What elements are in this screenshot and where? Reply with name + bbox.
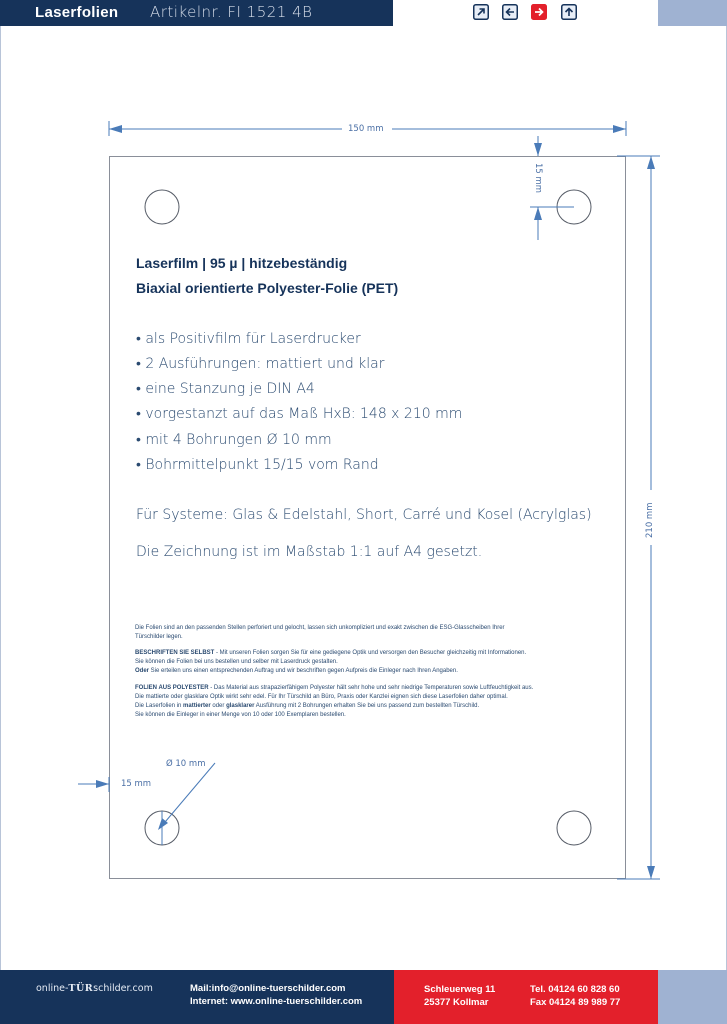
footer-street: Schleuerweg 11 [424,984,496,995]
folien3-e: Ausführung mit 2 Bohrungen erhalten Sie bei uns passend zum bestellten Türschild. [254,703,480,709]
bullet-item: • Bohrmittelpunkt 15/15 vom Rand [136,457,379,473]
brand-prefix: online- [36,983,69,994]
fine-print-intro-1: Die Folien sind an den passenden Stellen perforiert und gelocht, lassen sich unkompliziert und exakt zwischen die ESG-Glasscheiben Ihrer [135,625,505,631]
article-number: Artikelnr. FI 1521 4B [150,3,313,21]
fine-print-folien [135,685,533,691]
bullet-item: • als Positivfilm für Laserdrucker [136,331,361,347]
footer-tel[interactable]: Tel. 04124 60 828 60 [530,984,620,995]
oder-text: Sie erteilen uns einen entsprechenden Auftrag und wir beschriften gegen Aufpreis die Einleger nach Ihren Angaben. [149,668,458,674]
heading-material: Biaxial orientierte Polyester-Folie (PET) [136,280,399,296]
height-label: 210 mm [645,502,655,538]
footer-internet[interactable]: Internet: www.online-tuerschilder.com [190,996,363,1007]
fine-print-folien-2: Die mattierte oder glasklare Optik wirkt sehr edel. Für Ihr Türschild an Büro, Praxis oder Kanzlei eignen sich diese Laserfolien daher optimal. [135,694,508,700]
page-title: Laserfolien [35,4,119,21]
heading-product: Laserfilm | 95 µ | hitzebeständig [136,255,348,271]
folien3-c: oder [210,703,227,709]
bullet-item: • eine Stanzung je DIN A4 [136,381,315,397]
fine-print-folien-4: Sie können die Einleger in einer Menge von 10 oder 100 Exemplaren bestellen. [135,712,346,718]
folien3-d: glasklarer [226,703,255,709]
folien3-b: mattierter [183,703,211,709]
bullet-item: • mit 4 Bohrungen Ø 10 mm [136,432,332,448]
left-offset-dimension [78,777,109,792]
folien-label: FOLIEN AUS POLYESTER [135,685,209,691]
oder-label: Oder [135,668,150,674]
bullet-item: • vorgestanzt auf das Maß HxB: 148 x 210 mm [136,406,463,422]
footer-accent [658,970,727,1024]
footer-city: 25377 Kollmar [424,997,489,1008]
width-label: 150 mm [348,124,384,134]
footer-bar [0,970,394,1024]
hole-diameter-label: Ø 10 mm [166,759,206,769]
bullet-item: • 2 Ausführungen: mattiert und klar [136,356,385,372]
brand-suffix: schilder.com [93,983,153,994]
hole-bottom-right [557,811,591,845]
fine-print-beschriften-2: Sie können die Folien bei uns bestellen und selber mit Laserdruck gestalten. [135,659,338,665]
hole-top-left [145,190,179,224]
footer-mail[interactable]: Mail:info@online-tuerschilder.com [190,983,346,994]
beschriften-label: BESCHRIFTEN SIE SELBST [135,650,215,656]
fine-print-beschriften [135,650,526,656]
brand-mid: TÜR [68,983,94,994]
fine-print-folien-3 [135,703,479,709]
footer-fax: Fax 04124 89 989 77 [530,997,621,1008]
beschriften-text: - Mit unseren Folien sorgen Sie für eine gediegene Optik und versorgen den Besucher gleichzeitig mit Informationen. [214,650,527,656]
folien3-a: Die Laserfolien in [135,703,184,709]
scale-note: Die Zeichnung ist im Maßstab 1:1 auf A4 gesetzt. [136,544,483,560]
systems-text: Für Systeme: Glas & Edelstahl, Short, Carré und Kosel (Acrylglas) [136,507,592,523]
folien-text: - Das Material aus strapazierfähigem Polyester hält sehr hohe und sehr niedrige Temperaturen sowie Luftfeuchtigkeit aus. [208,685,534,691]
hole-diameter-leader [158,763,215,845]
fine-print-intro-2: Türschilder legen. [135,634,183,640]
left-offset-label: 15 mm [121,779,152,789]
top-offset-label: 15 mm [533,163,543,194]
footer-brand[interactable] [36,983,153,994]
footer-contact [394,970,658,1024]
fine-print-oder [135,668,458,674]
